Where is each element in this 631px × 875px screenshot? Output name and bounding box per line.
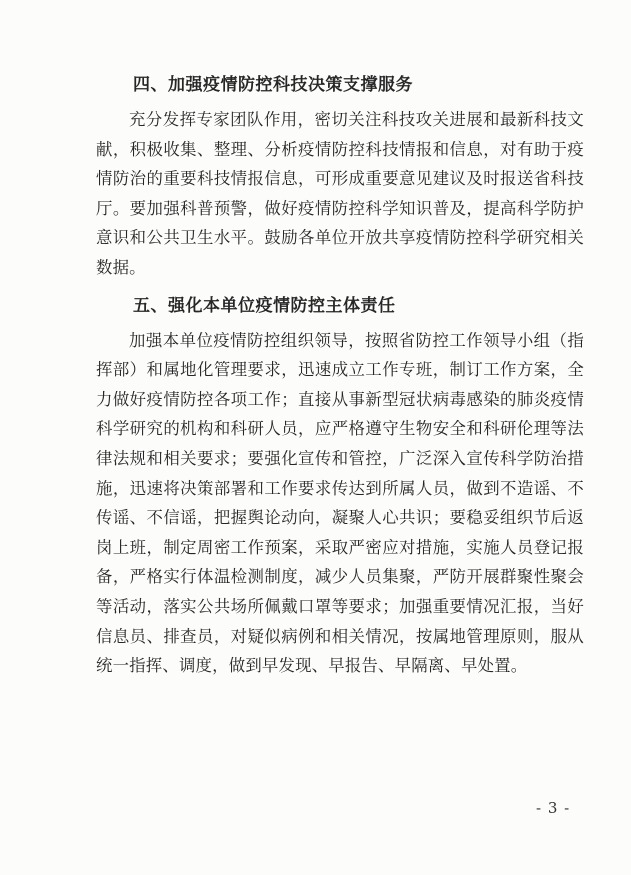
section-paragraph: 充分发挥专家团队作用，密切关注科技攻关进展和最新科技文献，积极收集、整理、分析疫情防控科技情报和信息，对有助于疫情防治的重要科技情报信息，可形成重要意见建议及时报送省科技厅。要加强科普预警，做好疫情防控科学知识普及，提高科学防护意识和公共卫生水平。鼓励各单位开放共享疫情防控科学研究相关数据。 bbox=[96, 110, 584, 277]
page-number: - 3 - bbox=[536, 799, 571, 817]
section-heading: 四、加强疫情防控科技决策支撑服务 bbox=[133, 75, 413, 95]
section-heading: 五、强化本单位疫情防控主体责任 bbox=[133, 295, 396, 316]
section-paragraph: 加强本单位疫情防控组织领导，按照省防控工作领导小组（指挥部）和属地化管理要求，迅速成立工作专班，制订工作方案，全力做好疫情防控各项工作；直接从事新型冠状病毒感染的肺炎疫情科学研究的机构和科研人员，应严格遵守生物安全和科研伦理等法律法规和相关要求；要强化宣传和管控，广泛深入宣传科学防治措施，迅速将决策部署和工作要求传达到所属人员，做到不造谣、不传谣、不信谣，把握舆论动向，凝聚人心共识；要稳妥组织节后返岗上班，制定周密工作预案，采取严密应对措施，实施人员登记报备，严格实行体温检测制度，减少人员集聚，严防开展群聚性聚会等活动，落实公共场所佩戴口罩等要求；加强重要情况汇报，当好信息员、排查员，对疑似病例和相关情况，按属地管理原则，服从统一指挥、调度，做到早发现、早报告、早隔离、早处置。 bbox=[96, 330, 584, 676]
document-body bbox=[96, 72, 584, 681]
section-four bbox=[96, 72, 584, 283]
section-five bbox=[96, 293, 584, 681]
